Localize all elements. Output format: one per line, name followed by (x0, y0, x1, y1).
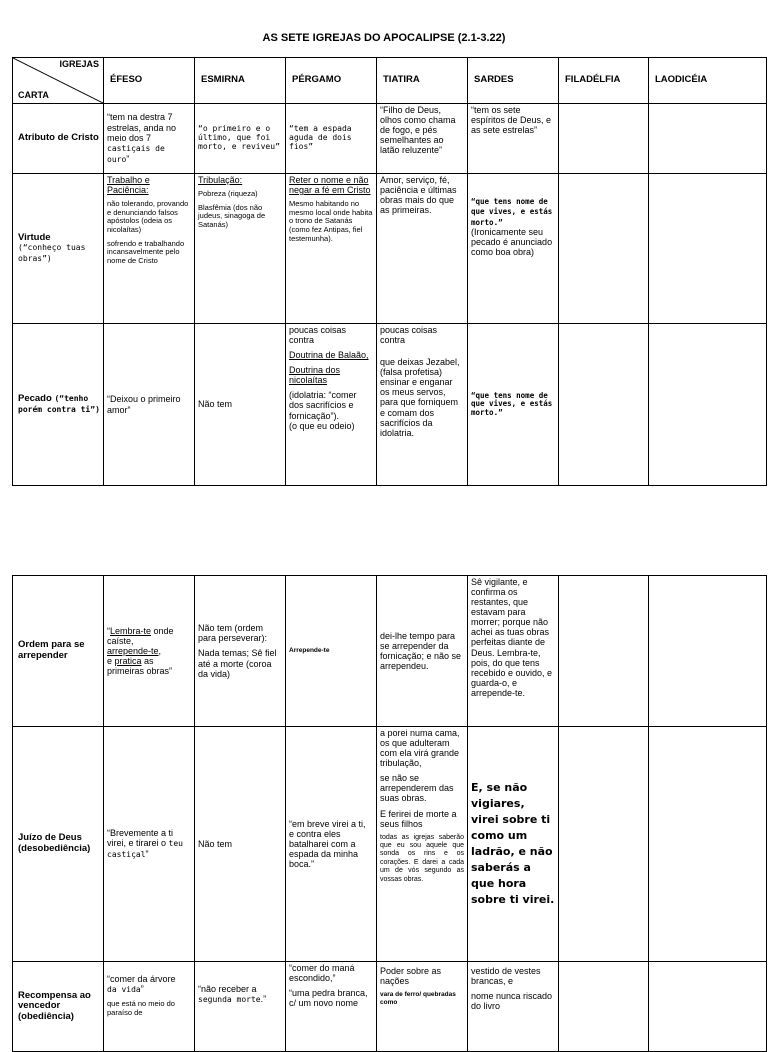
row-juizo (13, 727, 767, 962)
page-title: AS SETE IGREJAS DO APOCALIPSE (2.1-3.22) (262, 32, 506, 44)
church-header-filadelfia: FILADÉLFIA (559, 58, 649, 104)
row-pecado (13, 324, 767, 486)
row-label-atributo: Atributo de Cristo (13, 104, 104, 174)
row-virtude (13, 174, 767, 324)
cell-recompensa-laodiceia (649, 962, 767, 1052)
row-atributo (13, 104, 767, 174)
church-header-esmirna: ESMIRNA (195, 58, 286, 104)
cell-virtude-tiatira: Amor, serviço, fé, paciência e últimas obras mais do que as primeiras. (377, 174, 468, 324)
cell-ordem-efeso: “Lembra-te onde caíste, arrepende-te, e pratica as primeiras obras” (104, 576, 195, 727)
cell-juizo-esmirna: Não tem (195, 727, 286, 962)
church-header-laodiceia: LAODICÉIA (649, 58, 767, 104)
cell-atributo-pergamo: “tem a espada aguda de dois fios” (286, 104, 377, 174)
cell-atributo-sardes: “tem os sete espíritos de Deus, e as sete estrelas” (468, 104, 559, 174)
cell-atributo-filadelfia (559, 104, 649, 174)
cell-pecado-tiatira: poucas coisas contra que deixas Jezabel, (falsa profetisa) ensinar e enganar os meus servos, para que forniquem e comam dos sacrifícios da idolatria. (377, 324, 468, 486)
cell-pecado-esmirna: Não tem (195, 324, 286, 486)
cell-juizo-efeso: “Brevemente a ti virei, e tirarei o teu castiçal” (104, 727, 195, 962)
cell-pecado-pergamo: poucas coisas contra Doutrina de Balaão, Doutrina dos nicolaítas (idolatria: “comer dos sacrifícios e fornicação”). (o que eu odeio) (286, 324, 377, 486)
church-header-sardes: SARDES (468, 58, 559, 104)
church-header-efeso: ÉFESO (104, 58, 195, 104)
corner-label-churches: IGREJAS (59, 59, 99, 69)
cell-virtude-pergamo: Reter o nome e não negar a fé em Cristo Mesmo habitando no mesmo local onde habita o trono de Satanás (como fez Antipas, fiel testemunha). (286, 174, 377, 324)
cell-juizo-tiatira: a porei numa cama, os que adulteram com ela virá grande tribulação, se não se arrependerem das suas obras. E ferirei de morte a seus filhos todas as igrejas saberão que eu sou aquele que sonda os rins e os corações. E darei a cada um de vós segundo as vossas obras. (377, 727, 468, 962)
cell-juizo-sardes: E, se não vigiares, virei sobre ti como um ladrão, e não saberás a que hora sobre ti virei. (468, 727, 559, 962)
cell-juizo-laodiceia (649, 727, 767, 962)
cell-pecado-efeso: “Deixou o primeiro amor” (104, 324, 195, 486)
row-label-virtude: Virtude (“conheço tuas obras”) (13, 174, 104, 324)
cell-ordem-laodiceia (649, 576, 767, 727)
cell-pecado-filadelfia (559, 324, 649, 486)
cell-recompensa-pergamo: “comer do maná escondido,” “uma pedra branca, c/ um novo nome (286, 962, 377, 1052)
cell-recompensa-efeso: “comer da árvore da vida” que está no meio do paraíso de (104, 962, 195, 1052)
cell-ordem-filadelfia (559, 576, 649, 727)
cell-virtude-sardes: “que tens nome de que vives, e estás morto.” (Ironicamente seu pecado é anunciado como boa obra) (468, 174, 559, 324)
churches-table-part-1 (12, 57, 767, 486)
row-label-recompensa: Recompensa ao vencedor (obediência) (13, 962, 104, 1052)
cell-ordem-tiatira: dei-lhe tempo para se arrepender da fornicação; e não se arrependeu. (377, 576, 468, 727)
cell-ordem-sardes: Sê vigilante, e confirma os restantes, que estavam para morrer; porque não achei as tuas obras perfeitas diante de Deus. Lembra-te, pois, do que tens recebido e ouvido, e guarda-o, e arrepende-te. (468, 576, 559, 727)
row-recompensa (13, 962, 767, 1052)
cell-recompensa-tiatira: Poder sobre as nações vara de ferro/ quebradas como (377, 962, 468, 1052)
cell-atributo-efeso: “tem na destra 7 estrelas, anda no meio dos 7 castiçais de ouro” (104, 104, 195, 174)
row-label-juizo: Juízo de Deus (desobediência) (13, 727, 104, 962)
cell-ordem-pergamo: Arrepende-te (286, 576, 377, 727)
cell-recompensa-sardes: vestido de vestes brancas, e nome nunca riscado do livro (468, 962, 559, 1052)
cell-virtude-filadelfia (559, 174, 649, 324)
cell-virtude-laodiceia (649, 174, 767, 324)
header-row (13, 58, 767, 104)
cell-pecado-laodiceia (649, 324, 767, 486)
row-label-ordem: Ordem para se arrepender (13, 576, 104, 727)
cell-virtude-efeso: Trabalho e Paciência: não tolerando, provando e denunciando falsos apóstolos (odeia os nicolaítas) sofrendo e trabalhando incansavelmente pelo nome de Cristo (104, 174, 195, 324)
row-ordem (13, 576, 767, 727)
corner-header-cell (13, 58, 104, 104)
corner-label-letter: CARTA (18, 89, 49, 100)
row-label-pecado: Pecado (“tenho porém contra ti”) (13, 324, 104, 486)
church-header-pergamo: PÉRGAMO (286, 58, 377, 104)
cell-atributo-tiatira: “Filho de Deus, olhos como chama de fogo, e pés semelhantes ao latão reluzente” (377, 104, 468, 174)
cell-virtude-esmirna: Tribulação: Pobreza (riqueza) Blasfêmia (dos não judeus, sinagoga de Satanás) (195, 174, 286, 324)
cell-juizo-pergamo: “em breve virei a ti, e contra eles batalharei com a espada da minha boca.” (286, 727, 377, 962)
cell-juizo-filadelfia (559, 727, 649, 962)
cell-recompensa-filadelfia (559, 962, 649, 1052)
cell-atributo-laodiceia (649, 104, 767, 174)
cell-pecado-sardes: “que tens nome de que vives, e estás morto.” (468, 324, 559, 486)
cell-recompensa-esmirna: “não receber a segunda morte.” (195, 962, 286, 1052)
churches-table-part-2 (12, 575, 767, 1052)
cell-atributo-esmirna: “o primeiro e o último, que foi morto, e reviveu” (195, 104, 286, 174)
cell-ordem-esmirna: Não tem (ordem para perseverar): Nada temas; Sê fiel até a morte (coroa da vida) (195, 576, 286, 727)
church-header-tiatira: TIATIRA (377, 58, 468, 104)
